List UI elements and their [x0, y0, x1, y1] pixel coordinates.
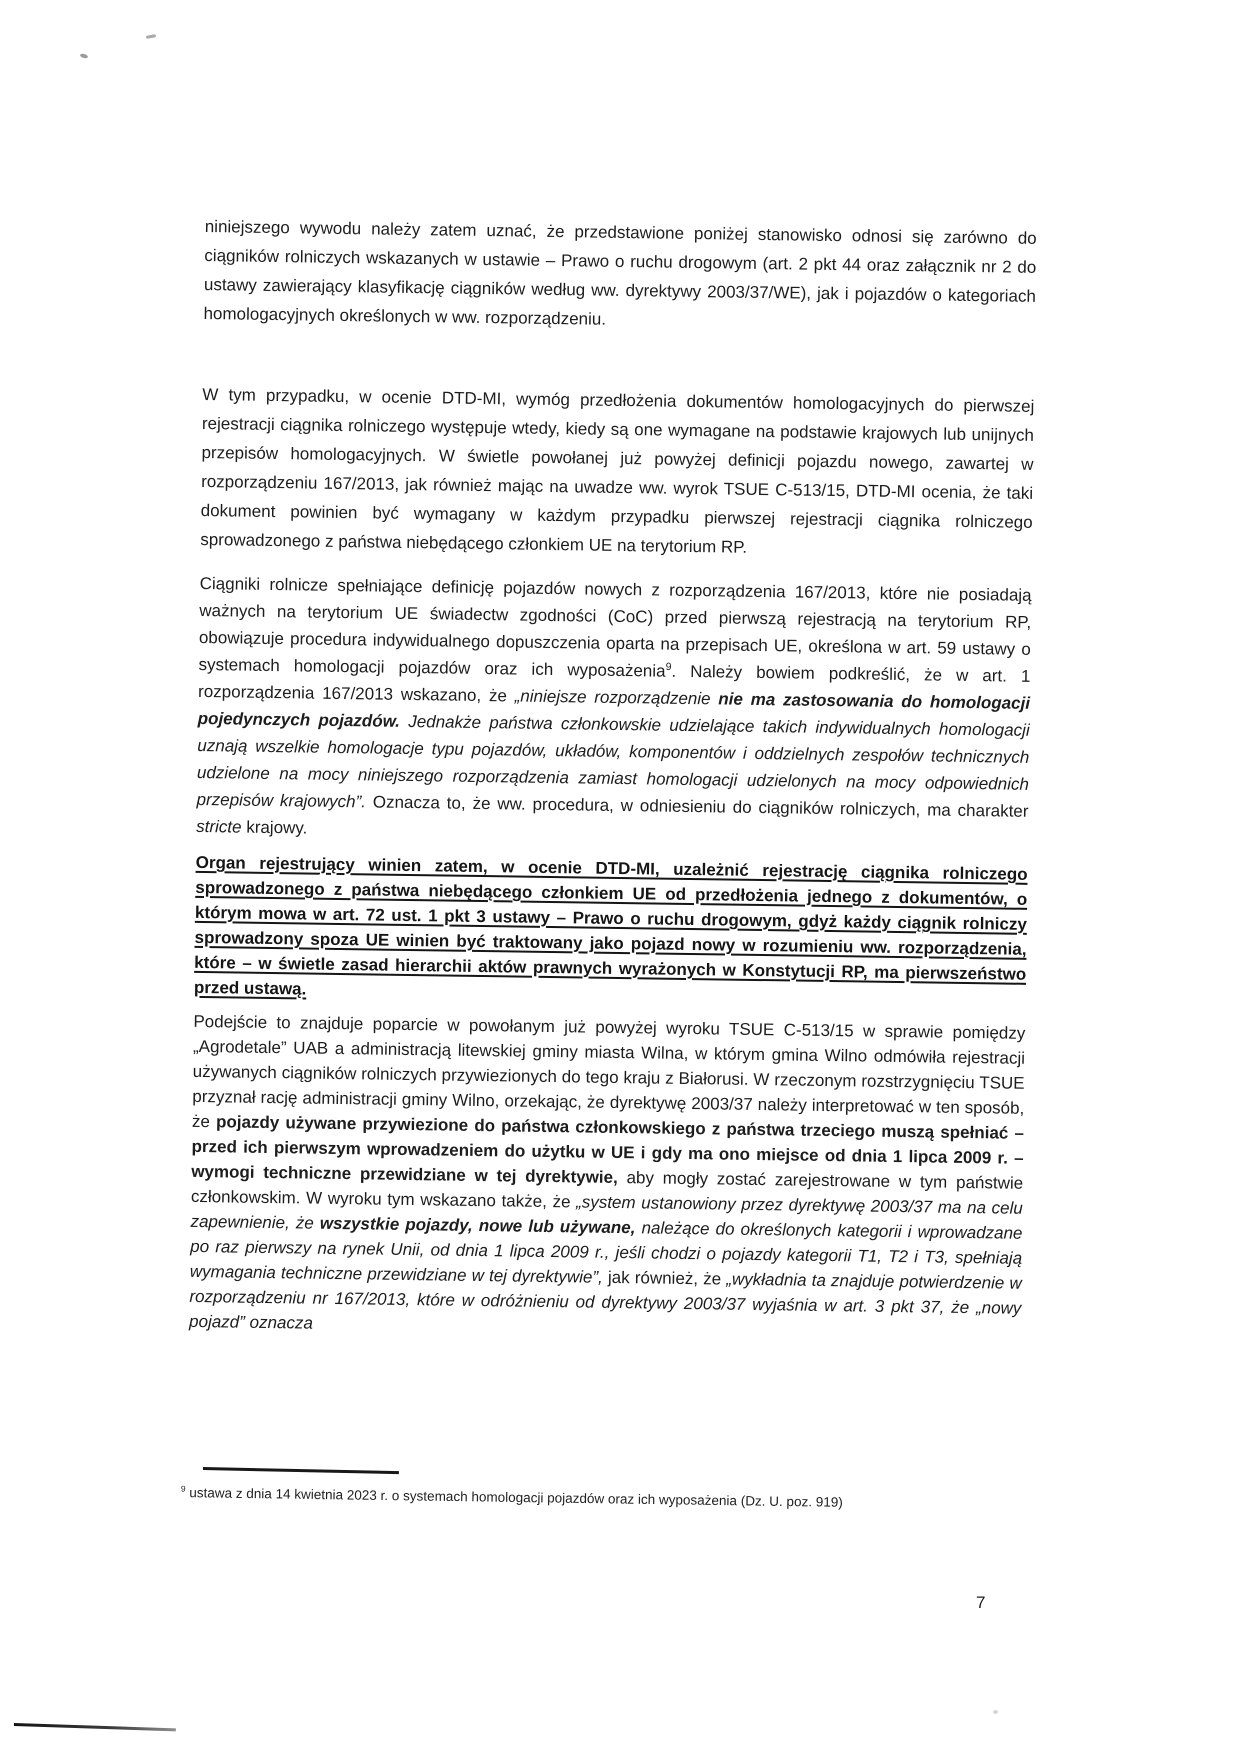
scan-speckle [993, 1710, 998, 1714]
text-run: jak również, że [602, 1267, 727, 1289]
page-number: 7 [976, 1593, 986, 1612]
paragraph-intro-continuation [203, 212, 1037, 340]
text-run: W tym przypadku, w ocenie DTD-MI, wymóg przedłożenia dokumentów homologacyjnych do pierwszej rejestracji ciągnika rolniczego występuje wtedy, kiedy są one wymagane na podstawie krajowych lub unijnych przepisów homologacyjnych. W świetle powołanej już powyżej definicji pojazdu nowego, zawartej w rozporządzeniu 167/2013, jak również mając na uwadze ww. wyrok TSUE C-513/15, DTD-MI ocenia, że taki dokument powinien być wymagany w każdym przypadku pierwszej rejestracji ciągnika rolniczego sprowadzonego z państwa niebędącego członkiem UE na terytorium RP. [200, 384, 1035, 557]
text-run: . Należy bowiem podkreślić, że w art. 1 rozporządzenia 167/2013 wskazano, że [198, 661, 1031, 706]
text-run-bold: pojazdy używane przywiezione do państwa członkowskiego z państwa trzeciego muszą spełniać – przed ich pierwszym wprowadzeniem do użytku w UE i gdy ma ono miejsce od dnia 1 lipca 2009 r. – wymogi techniczne przewidziane w tej dyrektywie, [191, 1112, 1025, 1188]
text-run-bold-italic: wszystkie pojazdy, nowe lub używane, [319, 1213, 636, 1238]
paragraph-new-vehicles-procedure [196, 570, 1032, 852]
footnote-marker: 9 [180, 1483, 186, 1494]
text-run: Oznacza to, że ww. procedura, w odniesieniu do ciągników rolniczych, ma charakter [365, 792, 1029, 821]
scan-speckle [146, 34, 156, 39]
text-run-bold-underline: Organ rejestrujący winien zatem, w ocenie DTD-MI, uzależnić rejestrację ciągnika rolniczego sprowadzonego z państwa niebędącego członkiem UE od przedłożenia jednego z dokumentów, o którym mowa w art. 72 ust. 1 pkt 3 ustawy – Prawo o ruchu drogowym, gdyż każdy ciągnik rolniczy sprowadzony spoza UE winien być traktowany jako pojazd nowy w rozumieniu ww. rozporządzenia, które – w świetle zasad hierarchii aktów prawnych wyrażonych w Konstytucji RP, ma pierwszeństwo przed ustawą. [193, 852, 1028, 999]
text-run: krajowy. [241, 817, 308, 838]
paragraph-registration-requirement-underlined [194, 850, 1028, 1012]
text-run-italic: Jednakże państwa członkowskie udzielające takich indywidualnych homologacji uznają wszelkie homologacje typu pojazdów, układów, komponentów i oddzielnych zespołów technicznych udzielone na mocy niniejszego rozporządzenia zamiast homologacji udzielonych na mocy odpowiednich przepisów krajowych”. [196, 711, 1030, 812]
text-run-italic: „system ustanowiony przez dyrektywę 2003/37 ma na celu zapewnienie, że [190, 1192, 1023, 1233]
text-run-italic: stricte [196, 816, 242, 837]
text-run: Ciągniki rolnicze spełniające definicję pojazdów nowych z rozporządzenia 167/2013, które nie posiadają ważnych na terytorium UE świadectw zgodności (CoC) przed pierwszą rejestracją na terytorium RP, obowiązuje procedura indywidualnego dopuszczenia oparta na przepisach UE, określona w art. 59 ustawy o systemach homologacji pojazdów oraz ich wyposażenia [198, 573, 1032, 681]
text-run: aby mogły zostać zarejestrowane w tym państwie członkowskim. W wyroku tym wskazano także, że [190, 1168, 1024, 1212]
text-run: Podejście to znajduje poparcie w powołanym już powyżej wyroku TSUE C-513/15 w sprawie pomiędzy „Agrodetale” UAB a administracją litewskiej gminy miasta Wilna, w którym gmina Wilno odmówiła rejestracji używanych ciągników rolniczych przywiezionych do tego kraju z Białorusi. W rzeczonym rozstrzygnięciu TSUE przyznał rację administracji gminy Wilno, orzekając, że dyrektywę 2003/37 należy interpretować w ten sposób, że [191, 1011, 1026, 1132]
scan-artifact-line [14, 1723, 176, 1731]
document-body [189, 212, 1037, 1346]
footnote [181, 1483, 1023, 1514]
text-run-italic: należące do określonych kategorii i wprowadzane po raz pierwszy na rynek Unii, od dnia 1 lipca 2009 r., jeśli chodzi o pojazdy kategorii T1, T2 i T3, spełniają wymagania techniczne przewidziane w tej dyrektywie”, [189, 1218, 1023, 1287]
scan-speckle [80, 53, 89, 59]
footnote-text: ustawa z dnia 14 kwietnia 2023 r. o systemach homologacji pojazdów oraz ich wyposażenia (Dz. U. poz. 919) [185, 1485, 843, 1510]
footnote-reference: 9 [665, 660, 672, 674]
footnote-separator-rule [203, 1467, 399, 1474]
paragraph-dtd-mi-assessment [200, 380, 1034, 566]
text-run-italic: „wykładnia ta znajduje potwierdzenie w rozporządzeniu nr 167/2013, które w odróżnieniu od dyrektywy 2003/37 wyjaśnia w art. 3 pkt 37, że „nowy pojazd” oznacza [188, 1269, 1022, 1333]
text-run-italic: „niniejsze rozporządzenie [514, 686, 719, 709]
paragraph-tsue-ruling [189, 1009, 1026, 1346]
text-run-bold-italic: nie ma zastosowania do homologacji pojedynczych pojazdów. [197, 689, 1031, 731]
text-run: niniejszego wywodu należy zatem uznać, że przedstawione poniżej stanowisko odnosi się zarówno do ciągników rolniczych wskazanych w ustawie – Prawo o ruchu drogowym (art. 2 pkt 44 oraz załącznik nr 2 do ustawy zawierający klasyfikację ciągników według ww. dyrektywy 2003/37/WE), jak i pojazdów o kategoriach homologacyjnych określonych w ww. rozporządzeniu. [203, 216, 1037, 329]
